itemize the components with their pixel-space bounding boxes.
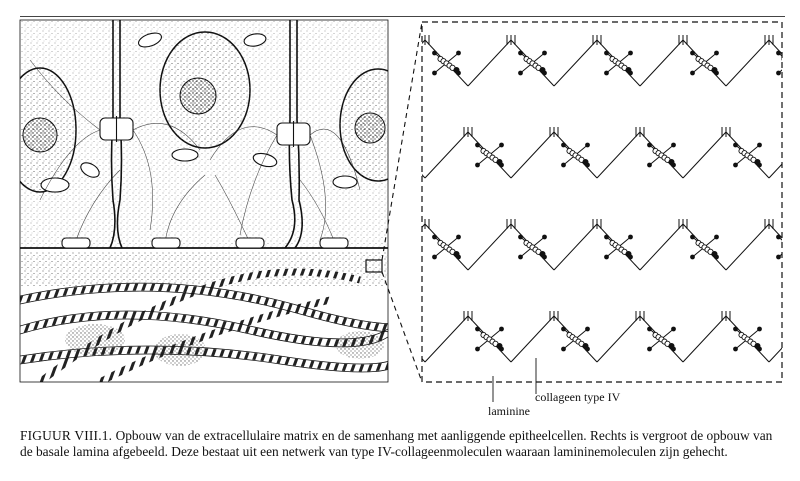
laminin-molecule (389, 327, 418, 352)
collagen-junction (593, 403, 601, 413)
collagen-junction (421, 403, 429, 413)
figure-caption (20, 428, 788, 460)
caption-text: Opbouw van de extracellulaire matrix en de samenhang met aanliggende epitheelcellen. Rechts is vergroot de opbouw van de basale lamina afgebeeld. Deze bestaat uit een netwerk van type IV-collageenmoleculen waaraan lamininemoleculen zijn gehecht. (20, 428, 773, 459)
collagen-junction (765, 403, 773, 413)
collagen-junction (679, 403, 687, 413)
collagen-iv-strand (382, 224, 425, 270)
laminine-label: laminine (488, 404, 530, 418)
laminin-molecule (389, 143, 418, 168)
collagen-iv-strand (382, 316, 425, 362)
collagen-type-iv-label: collageen type IV (535, 390, 621, 404)
caption-label: FIGUUR VIII.1. (20, 428, 113, 443)
collagen-iv-strand (382, 40, 425, 86)
collagen-junction (335, 403, 343, 413)
collagen-iv-strand (382, 132, 425, 178)
epithelium-panel (4, 20, 423, 382)
